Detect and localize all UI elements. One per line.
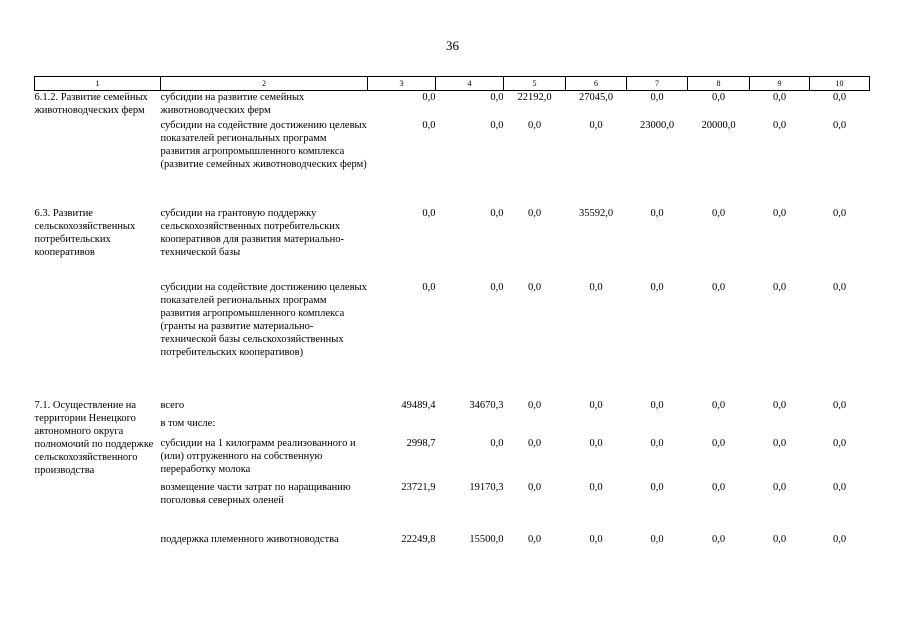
value-cell: 0,0 [832, 399, 847, 411]
value-cell: 0,0 [650, 207, 664, 219]
column-number: 3 [368, 77, 436, 91]
value-cell: 0,0 [772, 92, 787, 103]
value-cell: 0,0 [650, 533, 664, 545]
section-name: 6.3. Развитие сельскохозяйственных потребительских кооперативов [34, 207, 136, 258]
value-cell: 0,0 [422, 207, 436, 219]
row-description: субсидии на содействие достижению целевых показателей региональных программ развития агропромышленного комплекса (развитие семейных животноводческих ферм) [160, 119, 367, 170]
table-body [35, 91, 870, 569]
value-cell [627, 417, 688, 437]
value-cell: 27045,0 [578, 92, 614, 103]
value-cell: 0,0 [589, 119, 603, 131]
value-cell: 0,0 [711, 533, 726, 545]
value-cell: 0,0 [490, 92, 504, 103]
value-cell: 23721,9 [401, 481, 436, 493]
value-cell: 0,0 [589, 437, 603, 449]
value-cell [504, 417, 566, 437]
value-cell: 19170,3 [469, 481, 504, 493]
value-cell: 0,0 [772, 119, 787, 131]
section-name: 6.1.2. Развитие семейных животноводческих ферм [34, 92, 148, 116]
table-row [35, 417, 870, 437]
value-cell: 22249,8 [401, 533, 436, 545]
value-cell: 0,0 [832, 481, 847, 493]
table-row [35, 533, 870, 569]
table-row [35, 437, 870, 481]
value-cell: 0,0 [772, 533, 787, 545]
value-cell: 0,0 [832, 437, 847, 449]
row-description: субсидии на 1 килограмм реализованного и (или) отгруженного на собственную переработку молока [160, 437, 356, 475]
value-cell: 0,0 [589, 481, 603, 493]
value-cell: 0,0 [422, 92, 436, 103]
value-cell: 0,0 [527, 481, 542, 493]
value-cell: 0,0 [772, 399, 787, 411]
value-cell: 0,0 [527, 207, 542, 219]
column-number: 2 [161, 77, 368, 91]
funding-table [34, 76, 870, 569]
row-description: всего [160, 399, 185, 411]
value-cell: 0,0 [490, 437, 504, 449]
value-cell: 0,0 [589, 281, 603, 293]
column-number-row [35, 77, 870, 91]
value-cell: 0,0 [711, 399, 726, 411]
value-cell: 0,0 [527, 437, 542, 449]
value-cell: 0,0 [832, 207, 847, 219]
value-cell: 0,0 [490, 281, 504, 293]
row-description: возмещение части затрат по наращиванию поголовья северных оленей [160, 481, 351, 506]
value-cell: 2998,7 [406, 437, 436, 449]
row-description: субсидии на содействие достижению целевых показателей региональных программ развития агропромышленного комплекса (гранты на развитие материально-технической базы сельскохозяйственных потребительских кооперативов) [160, 281, 367, 358]
column-number: 7 [627, 77, 688, 91]
value-cell: 23000,0 [639, 119, 675, 131]
value-cell: 0,0 [589, 533, 603, 545]
value-cell: 0,0 [527, 533, 542, 545]
value-cell: 20000,0 [701, 119, 736, 131]
value-cell: 0,0 [772, 281, 787, 293]
value-cell: 0,0 [490, 119, 504, 131]
section-name: 7.1. Осуществление на территории Ненецкого автономного округа полномочий по поддержке сельскохозяйственного производства [34, 399, 154, 476]
value-cell: 0,0 [422, 119, 436, 131]
value-cell [368, 417, 436, 437]
table-row [35, 481, 870, 533]
value-cell: 0,0 [422, 281, 436, 293]
row-description: в том числе: [160, 417, 216, 429]
value-cell: 0,0 [490, 207, 504, 219]
value-cell: 0,0 [711, 207, 726, 219]
value-cell: 0,0 [772, 481, 787, 493]
table-row [35, 207, 870, 281]
table-row [35, 399, 870, 417]
value-cell: 0,0 [711, 437, 726, 449]
value-cell: 0,0 [832, 119, 847, 131]
value-cell: 49489,4 [401, 399, 436, 411]
value-cell: 0,0 [650, 399, 664, 411]
row-description: поддержка племенного животноводства [160, 533, 339, 545]
column-number: 1 [35, 77, 161, 91]
column-number: 10 [810, 77, 870, 91]
column-number: 5 [504, 77, 566, 91]
value-cell [436, 417, 504, 437]
value-cell: 0,0 [650, 437, 664, 449]
value-cell: 0,0 [832, 533, 847, 545]
value-cell: 0,0 [832, 281, 847, 293]
column-number: 9 [750, 77, 810, 91]
value-cell: 0,0 [650, 281, 664, 293]
value-cell: 0,0 [772, 207, 787, 219]
column-number: 4 [436, 77, 504, 91]
table-row [35, 281, 870, 399]
row-description: субсидии на развитие семейных животноводческих ферм [160, 92, 305, 116]
table-row [35, 119, 870, 207]
value-cell: 0,0 [772, 437, 787, 449]
value-cell: 35592,0 [578, 207, 614, 219]
value-cell: 0,0 [527, 399, 542, 411]
value-cell: 0,0 [650, 481, 664, 493]
value-cell [750, 417, 810, 437]
value-cell: 0,0 [832, 92, 847, 103]
value-cell: 22192,0 [517, 92, 552, 103]
value-cell: 0,0 [527, 119, 542, 131]
value-cell: 34670,3 [469, 399, 504, 411]
value-cell [566, 417, 627, 437]
value-cell [688, 417, 750, 437]
page-number: 36 [446, 38, 459, 53]
value-cell: 15500,0 [469, 533, 504, 545]
value-cell [810, 417, 870, 437]
value-cell: 0,0 [711, 481, 726, 493]
table-row [35, 91, 870, 119]
value-cell: 0,0 [650, 92, 664, 103]
column-number: 6 [566, 77, 627, 91]
value-cell: 0,0 [711, 281, 726, 293]
value-cell: 0,0 [589, 399, 603, 411]
value-cell: 0,0 [711, 92, 726, 103]
column-number: 8 [688, 77, 750, 91]
value-cell: 0,0 [527, 281, 542, 293]
row-description: субсидии на грантовую поддержку сельскохозяйственных потребительских кооперативов для развития материально-технической базы [160, 207, 344, 258]
